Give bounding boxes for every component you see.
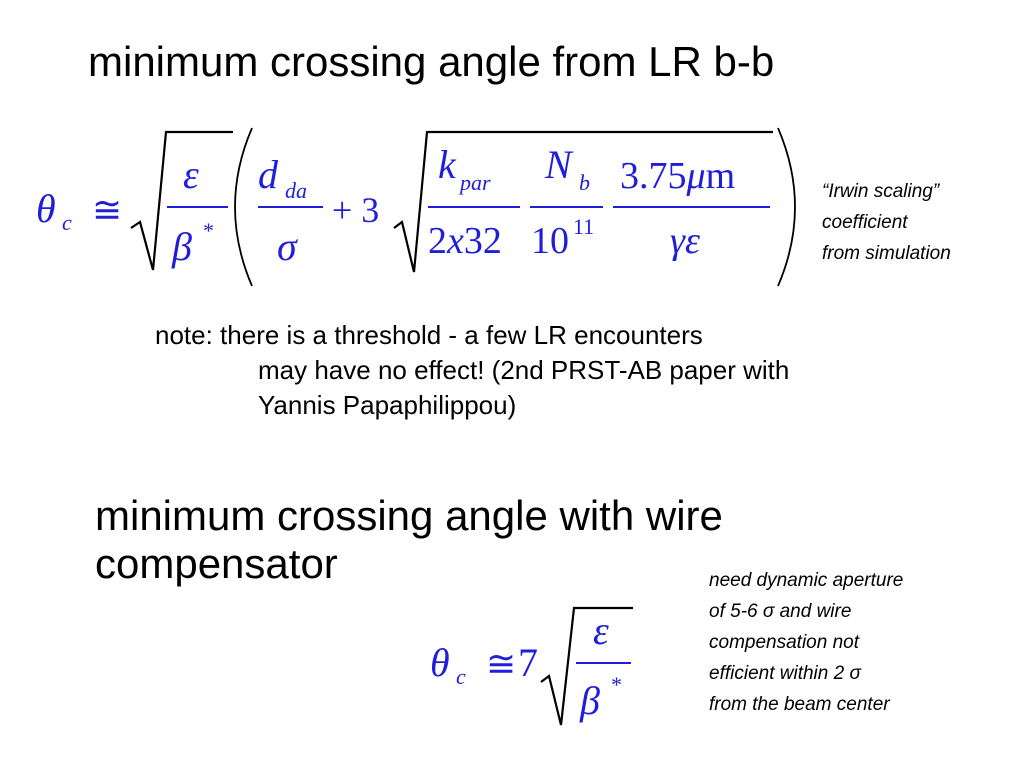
- beta: β: [172, 224, 192, 269]
- beta-star: *: [203, 218, 214, 243]
- annotation-line: from simulation: [822, 243, 951, 264]
- denominator-two-x-32: 2x32: [428, 220, 502, 262]
- sigma: σ: [277, 224, 297, 269]
- theta-symbol: θ: [430, 640, 450, 685]
- annotation-line: compensation not: [709, 632, 859, 653]
- seven: 7: [518, 640, 538, 685]
- beta: β: [580, 678, 600, 723]
- d-subscript: da: [285, 178, 307, 203]
- annotation-line: efficient within 2 σ: [709, 663, 861, 684]
- dynamic-aperture-annotation: [709, 565, 903, 720]
- epsilon: ε: [183, 152, 199, 197]
- theta-subscript: c: [456, 664, 466, 689]
- irwin-scaling-annotation: [822, 176, 951, 269]
- k: k: [438, 142, 456, 187]
- theta-subscript: c: [62, 210, 72, 235]
- ten-exponent: 11: [573, 214, 595, 239]
- annotation-line: coefficient: [822, 212, 908, 233]
- slide-title-lr-bb: minimum crossing angle from LR b-b: [88, 38, 775, 85]
- note-line: may have no effect! (2nd PRST-AB paper with: [258, 355, 790, 385]
- epsilon: ε: [593, 608, 609, 653]
- gamma-epsilon: γε: [670, 220, 700, 262]
- annotation-line: of 5-6 σ and wire: [709, 601, 852, 622]
- approx-symbol: ≅: [92, 190, 123, 230]
- formula-crossing-angle-wire: [0, 590, 700, 760]
- annotation-line: “Irwin scaling”: [822, 181, 940, 202]
- title-line: minimum crossing angle with wire: [95, 492, 723, 539]
- left-paren: [235, 128, 252, 286]
- beta-star: *: [611, 672, 622, 697]
- k-subscript: par: [460, 170, 491, 195]
- numerator-375-mu-m: 3.75μm: [620, 155, 736, 197]
- theta-symbol: θ: [36, 186, 56, 231]
- plus-three: + 3: [332, 190, 380, 230]
- d: d: [258, 152, 278, 197]
- N: N: [545, 142, 572, 187]
- note-line: note: there is a threshold - a few LR encounters: [155, 320, 703, 350]
- N-subscript: b: [579, 170, 590, 195]
- annotation-line: from the beam center: [709, 694, 890, 715]
- title-line: compensator: [95, 540, 338, 588]
- note-line: Yannis Papaphilippou): [258, 390, 517, 420]
- right-paren: [778, 128, 795, 286]
- annotation-line: need dynamic aperture: [709, 570, 904, 591]
- ten: 10: [531, 220, 569, 262]
- approx-symbol: ≅: [486, 644, 517, 684]
- slide-title-wire-compensator: [95, 492, 723, 589]
- formula-crossing-angle-lr: [0, 0, 1024, 320]
